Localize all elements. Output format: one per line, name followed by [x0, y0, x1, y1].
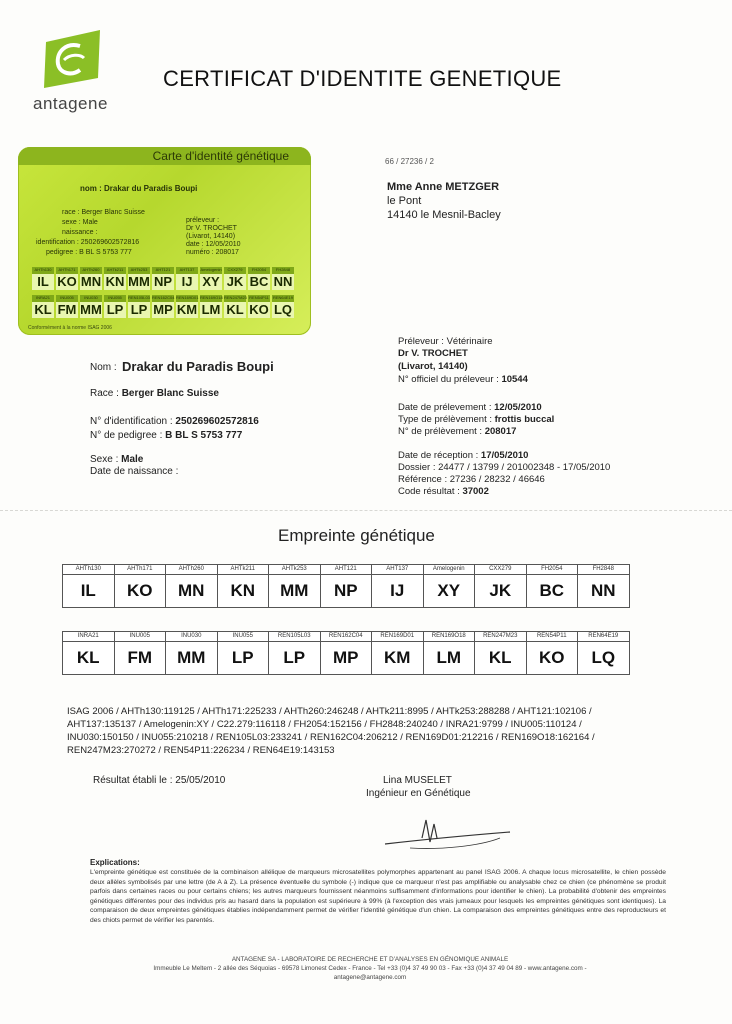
marker-label: AHT137: [372, 565, 423, 575]
dog-pedigree: B BL S 5753 777: [165, 430, 243, 441]
card-numero: numéro : 208017: [186, 249, 239, 256]
allele-value: JK: [489, 581, 512, 600]
allele-value: KN: [230, 581, 256, 600]
allele-grid-cell: [526, 631, 579, 675]
antagene-logo-icon: [40, 28, 104, 90]
marker-label: AHT137: [176, 267, 198, 274]
allele-grid-cell: [320, 631, 373, 675]
allele-value: KO: [127, 581, 153, 600]
card-allele-cell: [80, 295, 102, 318]
card-allele-row-2: [32, 295, 294, 318]
allele-value: LQ: [591, 648, 616, 667]
allele-value: KL: [224, 302, 246, 318]
allele-value: LM: [201, 302, 221, 317]
card-allele-cell: [152, 295, 174, 318]
allele-grid-row-1: [63, 564, 630, 608]
dossier-ref: 66 / 27236 / 2: [385, 157, 434, 166]
card-allele-cell: [32, 267, 54, 290]
marker-label: AHTk211: [218, 565, 269, 575]
allele-grid-cell: [217, 564, 270, 608]
card-allele-cell: [152, 267, 174, 290]
card-allele-cell: [176, 267, 198, 290]
allele-grid-cell: [577, 631, 630, 675]
marker-label: AHT121: [152, 267, 174, 274]
marker-label: REN105L03: [269, 632, 320, 642]
card-allele-row-1: [32, 267, 294, 290]
allele-value: LP: [231, 648, 254, 667]
allele-value: XY: [437, 581, 461, 600]
allele-grid-row-2: [63, 631, 630, 675]
marker-label: REN247M23: [475, 632, 526, 642]
recipient-name: Mme Anne METZGER: [387, 181, 500, 193]
allele-grid-cell: [526, 564, 579, 608]
marker-label: INRA21: [63, 632, 114, 642]
allele-value: MM: [177, 648, 206, 667]
card-date: date : 12/05/2010: [186, 241, 241, 248]
allele-value: FM: [57, 302, 77, 317]
card-allele-cell: [128, 267, 150, 290]
marker-label: AHTh171: [56, 267, 78, 274]
card-allele-cell: [200, 267, 222, 290]
dog-ident: 250269602572816: [175, 416, 259, 427]
allele-value: KO: [249, 302, 269, 317]
preleveur-loc: (Livarot, 14140): [398, 361, 468, 372]
allele-value: KN: [105, 274, 125, 289]
card-allele-cell: [248, 267, 270, 290]
marker-label: INU030: [166, 632, 217, 642]
marker-label: REN64E19: [578, 632, 629, 642]
dog-name: Drakar du Paradis Boupi: [122, 359, 274, 374]
id-card: [18, 147, 311, 335]
allele-grid-cell: [371, 631, 424, 675]
card-nom: nom : Drakar du Paradis Boupi: [80, 184, 198, 193]
allele-value: MM: [128, 274, 150, 289]
allele-value: MP: [333, 648, 359, 667]
marker-label: REN162C04: [152, 295, 175, 300]
card-sexe: sexe : Male: [62, 219, 98, 226]
allele-value: LM: [436, 648, 462, 667]
allele-value: KL: [488, 648, 512, 667]
allele-value: MM: [280, 581, 309, 600]
footer-line-2: Immeuble Le Meltem - 2 allée des Séquoias - 69578 Limonest Cedex - France - Tel +33 (0)4 37 49 90 03 - Fax +33 (0)4 37 49 04 89 - www.antagene.com -: [153, 965, 587, 972]
allele-value: MP: [153, 302, 173, 317]
allele-value: LP: [283, 648, 306, 667]
explications-text: L'empreinte génétique est constituée de la combinaison allélique de marqueurs microsatellites polymorphes appartenant au panel ISAG 2006. A chaque locus microsatellite, le chien possède deux allèles symbolisés par une lettre (de A à Z). La présence éventuelle du symbole (-) indique que ce marqueur n'est pas amplifiable ou analysable chez ce chien (ce phénomène se produit parfois dans certaines races ou pour certains chiens; les autres marqueurs fournissent néanmoins suffisamment d'informations pour identifier le chien). La probabilité d'obtenir des empreintes génétiques différentes pour des individus pris au hasard dans la population est supérieure à 99% (à l'exception des vrais jumeaux pour lesquels les empreintes génétiques sont identiques). La comparaison de deux empreintes génétiques établies indépendamment permet de vérifier l'identité génétique d'un chien. La comparaison des empreintes génétiques entre des reproducteurs et des chiots permet de vérifier les parentés.: [90, 869, 666, 924]
fold-line: [0, 510, 732, 511]
allele-value: MN: [80, 274, 102, 289]
allele-grid-cell: [320, 564, 373, 608]
allele-value: MM: [80, 302, 102, 317]
allele-value: LQ: [273, 302, 293, 317]
marker-label: AHTk211: [104, 267, 126, 274]
marker-label: INU005: [56, 295, 78, 302]
card-allele-cell: [272, 267, 294, 290]
nom-label: Nom :: [90, 362, 117, 373]
allele-grid-cell: [268, 564, 321, 608]
allele-value: NP: [153, 274, 173, 289]
marker-label: INU055: [104, 295, 126, 302]
code-line: Code résultat : 37002: [398, 486, 489, 497]
marker-label: AHT121: [321, 565, 372, 575]
date-prel-line: Date de prélevement : 12/05/2010: [398, 402, 542, 413]
allele-grid-cell: [217, 631, 270, 675]
address-line-1: le Pont: [387, 195, 422, 207]
allele-value: KM: [384, 648, 411, 667]
allele-value: NN: [273, 274, 293, 289]
card-allele-cell: [176, 295, 198, 318]
card-race: race : Berger Blanc Suisse: [62, 209, 145, 216]
marker-label: REN105L03: [128, 295, 150, 300]
handwritten-signature: [380, 808, 520, 858]
marker-label: REN169O18: [424, 632, 475, 642]
ident-line: N° d'identification : 250269602572816: [90, 416, 259, 427]
allele-grid-cell: [114, 631, 167, 675]
marker-label: AHTk253: [128, 267, 150, 274]
marker-label: REN64E19: [272, 295, 293, 300]
allele-grid-cell: [268, 631, 321, 675]
card-allele-cell: [272, 295, 294, 318]
dossier-line: Dossier : 24477 / 13799 / 201002348 - 17/05/2010: [398, 462, 611, 473]
card-allele-cell: [104, 267, 126, 290]
allele-grid-cell: [62, 631, 115, 675]
marker-label: FH2848: [272, 267, 294, 274]
address-line-2: 14140 le Mesnil-Bacley: [387, 209, 501, 221]
allele-value: IL: [80, 581, 96, 600]
allele-grid-cell: [62, 564, 115, 608]
card-allele-cell: [128, 295, 150, 318]
marker-label: AHTh260: [80, 267, 102, 274]
marker-label: REN169D01: [176, 295, 199, 300]
dog-sexe: Male: [121, 454, 144, 465]
card-header: Carte d'identité génétique: [18, 147, 311, 165]
marker-label: AHTh130: [63, 565, 114, 575]
marker-label: Amelogenin: [424, 565, 475, 575]
marker-label: REN162C04: [321, 632, 372, 642]
marker-label: REN247M23: [224, 295, 247, 300]
card-allele-cell: [80, 267, 102, 290]
card-allele-cell: [224, 267, 246, 290]
allele-value: FM: [127, 648, 153, 667]
allele-value: IJ: [176, 274, 198, 290]
allele-value: NP: [333, 581, 358, 600]
officiel-line: N° officiel du préleveur : 10544: [398, 374, 528, 385]
card-footer: Conformément à la norme ISAG 2006: [28, 325, 112, 331]
signatory-name: Lina MUSELET: [383, 775, 452, 786]
card-preleveur-loc: (Livarot, 14140): [186, 233, 236, 240]
preleveur-name: Dr V. TROCHET: [398, 348, 468, 359]
marker-label: REN169O18: [200, 295, 223, 300]
marker-label: Amelogenin: [200, 267, 222, 272]
allele-value: IJ: [390, 581, 405, 600]
allele-grid-cell: [474, 564, 527, 608]
reference-line: Référence : 27236 / 28232 / 46646: [398, 474, 545, 485]
marker-label: FH2848: [578, 565, 629, 575]
allele-value: KL: [76, 648, 100, 667]
card-preleveur-label: préleveur :: [186, 217, 220, 224]
type-prel-line: Type de prélèvement : frottis buccal: [398, 414, 555, 425]
marker-label: AHTh260: [166, 565, 217, 575]
allele-value: LP: [128, 302, 150, 318]
marker-label: INRA21: [32, 295, 54, 302]
allele-grid-cell: [474, 631, 527, 675]
sexe-line: Sexe : Male: [90, 454, 144, 465]
allele-value: XY: [200, 274, 222, 290]
marker-label: INU055: [218, 632, 269, 642]
naissance-line: Date de naissance :: [90, 466, 179, 477]
recipient-address: [387, 180, 501, 222]
allele-grid-cell: [114, 564, 167, 608]
allele-grid-cell: [165, 564, 218, 608]
preleveur-label: Préleveur : Vétérinaire: [398, 336, 493, 347]
allele-grid-cell: [577, 564, 630, 608]
race-line: Race : Berger Blanc Suisse: [90, 388, 219, 399]
card-allele-cell: [200, 295, 222, 318]
allele-grid-cell: [423, 564, 476, 608]
card-preleveur: Dr V. TROCHET: [186, 225, 237, 232]
marker-label: REN54P11: [249, 295, 269, 300]
marker-label: AHTh171: [115, 565, 166, 575]
marker-label: REN54P11: [527, 632, 578, 642]
footer: [120, 955, 620, 982]
card-naissance: naissance :: [62, 229, 98, 236]
card-allele-cell: [248, 295, 270, 318]
footer-line-1: ANTAGENE SA - LABORATOIRE DE RECHERCHE ET D'ANALYSES EN GÉNOMIQUE ANIMALE: [231, 956, 509, 963]
marker-label: AHTk253: [269, 565, 320, 575]
marker-label: CXX279: [475, 565, 526, 575]
allele-value: KO: [539, 648, 565, 667]
footer-line-3: antagene@antagene.com: [333, 974, 407, 981]
num-prel-line: N° de prélèvement : 208017: [398, 426, 517, 437]
card-allele-cell: [56, 267, 78, 290]
dog-race: Berger Blanc Suisse: [121, 388, 219, 399]
card-allele-cell: [224, 295, 246, 318]
marker-label: FH2054: [527, 565, 578, 575]
marker-label: REN169D01: [372, 632, 423, 642]
marker-label: INU005: [115, 632, 166, 642]
marker-label: FH2054: [248, 267, 270, 274]
card-allele-cell: [104, 295, 126, 318]
allele-value: KL: [32, 302, 54, 318]
marker-label: AHTh130: [32, 267, 54, 274]
allele-grid-cell: [423, 631, 476, 675]
allele-value: KM: [176, 302, 198, 317]
marker-label: INU030: [80, 295, 102, 302]
reception-line: Date de réception : 17/05/2010: [398, 450, 529, 461]
brand-name: antagene: [33, 94, 108, 113]
allele-value: JK: [224, 274, 246, 290]
page-title: CERTIFICAT D'IDENTITE GENETIQUE: [163, 66, 562, 91]
pedigree-line: N° de pedigree : B BL S 5753 777: [90, 430, 243, 441]
empreinte-title: Empreinte génétique: [278, 526, 435, 545]
allele-value: BC: [249, 274, 269, 289]
allele-value: NN: [590, 581, 616, 600]
allele-value: KO: [57, 274, 77, 289]
isag-results: ISAG 2006 / AHTh130:119125 / AHTh171:225233 / AHTh260:246248 / AHTk211:8995 / AHTk253:288288 / AHT121:102106 / AHT137:135137 / Amelogenin:XY / C22.279:116118 / FH2054:152156 / FH2848:240240 / INRA21:9799 / INU005:110124 / INU030:150150 / INU055:210218 / REN105L03:233241 / REN162C04:206212 / REN169D01:212216 / REN169O18:162164 / REN247M23:270272 / REN54P11:226234 / REN64E19:143153: [67, 706, 595, 756]
result-date: Résultat établi le : 25/05/2010: [93, 775, 226, 786]
marker-label: CXX279: [224, 267, 246, 274]
card-identification: identification : 250269602572816: [36, 239, 140, 246]
explications-title: Explications:: [90, 858, 140, 867]
signatory-title: Ingénieur en Génétique: [366, 788, 471, 799]
card-allele-cell: [32, 295, 54, 318]
allele-value: IL: [32, 274, 54, 290]
allele-value: MN: [178, 581, 205, 600]
allele-value: LP: [104, 302, 126, 318]
card-allele-cell: [56, 295, 78, 318]
allele-grid-cell: [165, 631, 218, 675]
card-pedigree: pedigree : B BL S 5753 777: [46, 249, 132, 256]
allele-grid-cell: [371, 564, 424, 608]
allele-value: BC: [539, 581, 565, 600]
